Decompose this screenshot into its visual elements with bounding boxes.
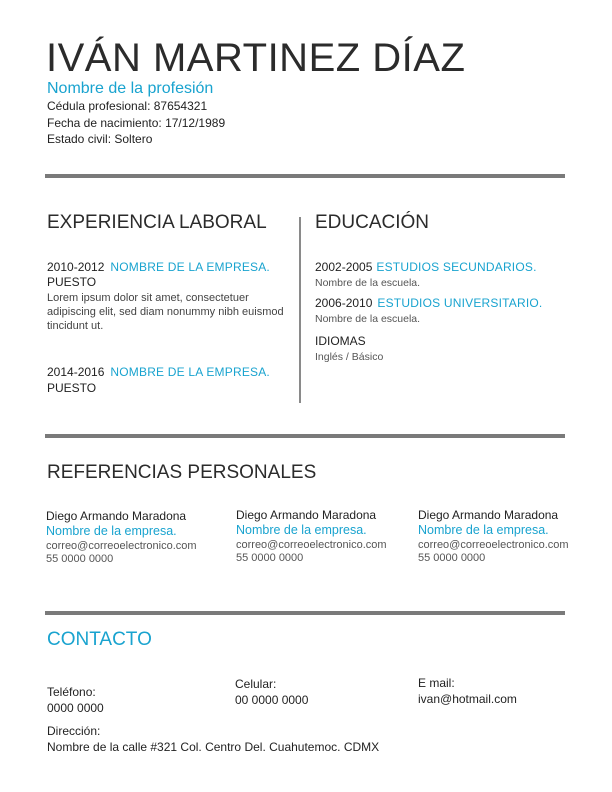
reference-card: [236, 508, 387, 564]
reference-phone: 55 0000 0000: [418, 552, 486, 564]
reference-email: correo@correoelectronico.com: [236, 539, 387, 551]
education-item: [315, 260, 537, 274]
education-study: ESTUDIOS SECUNDARIOS.: [376, 260, 537, 274]
education-school: Nombre de la escuela.: [315, 313, 421, 325]
divider: [45, 174, 565, 178]
experience-position: PUESTO: [47, 275, 97, 289]
cedula: Cédula profesional: 87654321: [47, 99, 208, 113]
column-divider: [299, 217, 301, 403]
experience-position: PUESTO: [47, 381, 97, 395]
languages-value: Inglés / Básico: [315, 351, 384, 363]
education-study: ESTUDIOS UNIVERSITARIO.: [377, 296, 543, 310]
marital-status: Estado civil: Soltero: [47, 132, 153, 146]
email-label: E mail:: [418, 676, 455, 690]
reference-company: Nombre de la empresa.: [236, 523, 367, 537]
reference-email: correo@correoelectronico.com: [46, 540, 197, 552]
address-value: Nombre de la calle #321 Col. Centro Del. Cuahutemoc. CDMX: [47, 740, 380, 754]
mobile-label: Celular:: [235, 677, 277, 691]
reference-company: Nombre de la empresa.: [46, 524, 177, 538]
experience-item: [47, 365, 270, 379]
mobile-value: 00 0000 0000: [235, 693, 309, 707]
reference-name: Diego Armando Maradona: [236, 508, 377, 522]
reference-name: Diego Armando Maradona: [418, 508, 559, 522]
divider: [45, 611, 565, 615]
languages-title: IDIOMAS: [315, 334, 366, 348]
experience-description: Lorem ipsum dolor sit amet, consectetuer adipiscing elit, sed diam nonummy nibh euismod tincidunt ut.: [47, 292, 284, 332]
candidate-name: IVÁN MARTINEZ DÍAZ: [46, 36, 466, 80]
experience-title: EXPERIENCIA LABORAL: [47, 212, 267, 233]
reference-card: [418, 508, 569, 564]
phone-value: 0000 0000: [47, 701, 104, 715]
profession: Nombre de la profesión: [47, 80, 214, 97]
experience-company: NOMBRE DE LA EMPRESA.: [110, 365, 270, 379]
contact-title: CONTACTO: [47, 629, 152, 650]
email-value: ivan@hotmail.com: [418, 692, 517, 706]
address-label: Dirección:: [47, 724, 101, 738]
references-title: REFERENCIAS PERSONALES: [47, 462, 317, 483]
reference-card: [46, 509, 197, 565]
education-years: 2006-2010: [315, 296, 373, 310]
reference-email: correo@correoelectronico.com: [418, 539, 569, 551]
experience-years: 2010-2012: [47, 260, 105, 274]
experience-years: 2014-2016: [47, 365, 105, 379]
phone-label: Teléfono:: [47, 685, 96, 699]
reference-name: Diego Armando Maradona: [46, 509, 187, 523]
education-item: [315, 296, 542, 310]
divider: [45, 434, 565, 438]
education-school: Nombre de la escuela.: [315, 277, 421, 289]
reference-phone: 55 0000 0000: [236, 552, 304, 564]
education-years: 2002-2005: [315, 260, 373, 274]
education-title: EDUCACIÓN: [315, 212, 430, 233]
reference-phone: 55 0000 0000: [46, 553, 114, 565]
experience-company: NOMBRE DE LA EMPRESA.: [110, 260, 270, 274]
experience-item: [47, 260, 270, 274]
reference-company: Nombre de la empresa.: [418, 523, 549, 537]
birth-date: Fecha de nacimiento: 17/12/1989: [47, 116, 226, 130]
